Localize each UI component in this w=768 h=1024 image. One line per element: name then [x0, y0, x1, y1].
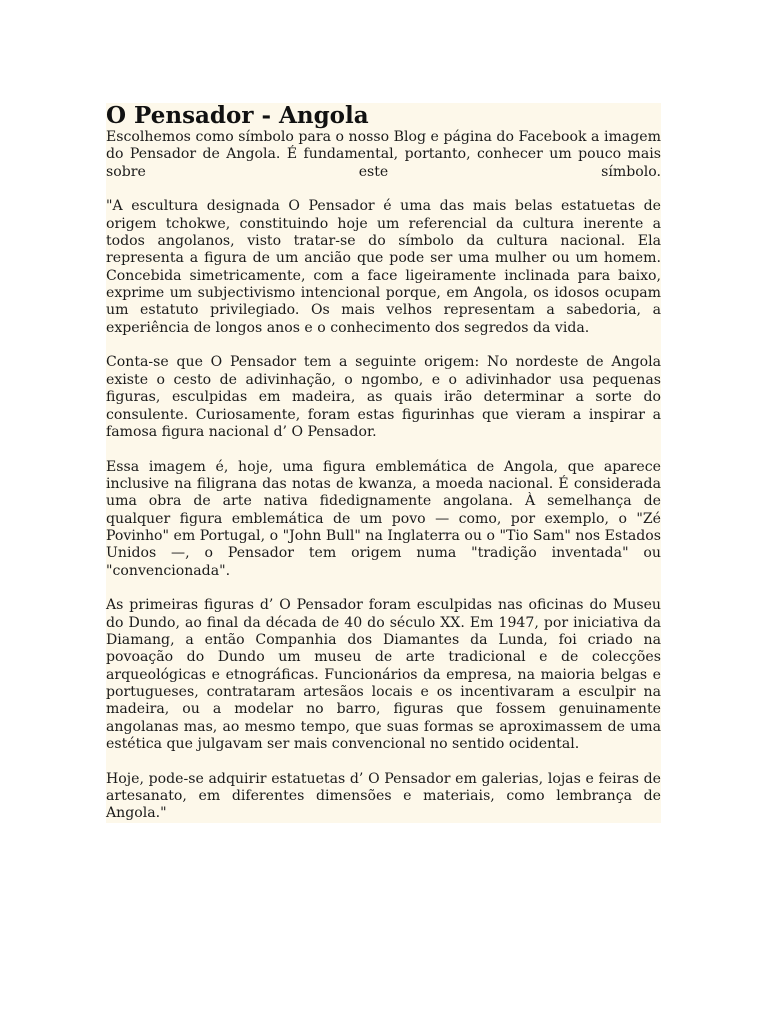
paragraph-intro: Escolhemos como símbolo para o nosso Blog e página do Facebook a imagem do Pensador de Angola. É fundamental, portanto, conhecer um pouco mais sobre este símbolo.	[106, 129, 661, 180]
document-title: O Pensador - Angola	[106, 102, 369, 129]
paragraph-emblem: Essa imagem é, hoje, uma figura emblemática de Angola, que aparece inclusive na filigrana das notas de kwanza, a moeda nacional. É considerada uma obra de arte nativa fidedignamente angolana. À semelhança de qualquer figura emblemática de um povo — como, por exemplo, o "Zé Povinho" em Portugal, o "John Bull" na Inglaterra ou o "Tio Sam" nos Estados Unidos —, o Pensador tem origem numa "tradição inventada" ou "convencionada".	[106, 458, 661, 579]
paragraph-sculpture: "A escultura designada O Pensador é uma das mais belas estatuetas de origem tchokwe, constituindo hoje um referencial da cultura inerente a todos angolanos, visto tratar-se do símbolo da cultura nacional. Ela representa a figura de um ancião que pode ser uma mulher ou um homem. Concebida simetricamente, com a face ligeiramente inclinada para baixo, exprime um subjectivismo intencional porque, em Angola, os idosos ocupam um estatuto privilegiado. Os mais velhos representam a sabedoria, a experiência de longos anos e o conhecimento dos segredos da vida.	[106, 198, 661, 336]
document-body	[106, 129, 661, 823]
paragraph-museum: As primeiras figuras d’ O Pensador foram esculpidas nas oficinas do Museu do Dundo, ao final da década de 40 do século XX. Em 1947, por iniciativa da Diamang, a então Companhia dos Diamantes da Lunda, foi criado na povoação do Dundo um museu de arte tradicional e de colecções arqueológicas e etnográficas. Funcionários da empresa, na maioria belgas e portugueses, contrataram artesãos locais e os incentivaram a esculpir na madeira, ou a modelar no barro, figuras que fossem genuinamente angolanas mas, ao mesmo tempo, que suas formas se aproximassem de uma estética que julgavam ser mais convencional no sentido ocidental.	[106, 597, 661, 753]
paragraph-today: Hoje, pode-se adquirir estatuetas d’ O Pensador em galerias, lojas e feiras de artesanato, em diferentes dimensões e materiais, como lembrança de Angola."	[106, 770, 661, 822]
document-page	[106, 103, 661, 823]
paragraph-origin: Conta-se que O Pensador tem a seguinte origem: No nordeste de Angola existe o cesto de adivinhação, o ngombo, e o adivinhador usa pequenas figuras, esculpidas em madeira, as quais irão determinar a sorte do consulente. Curiosamente, foram estas figurinhas que vieram a inspirar a famosa figura nacional d’ O Pensador.	[106, 354, 661, 440]
